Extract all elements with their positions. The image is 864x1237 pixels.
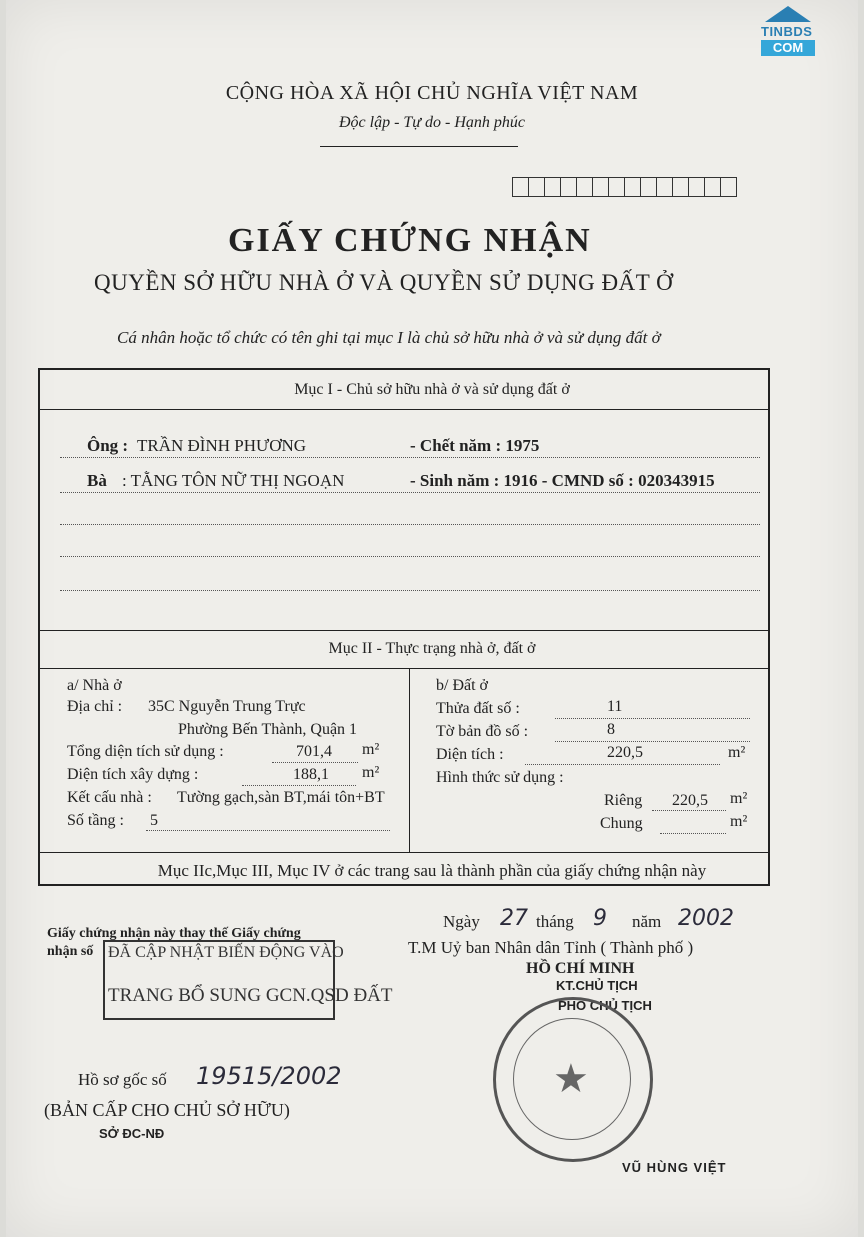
dtxd-label: Diện tích xây dựng : (67, 766, 199, 783)
date-ngay-value: 27 (500, 906, 528, 931)
watermark-text-top: TINBDS (761, 24, 813, 39)
watermark-text-bottom: COM (761, 40, 815, 56)
nha-label: a/ Nhà ở (67, 677, 122, 694)
muc2-footer: Mục IIc,Mục III, Mục IV ở các trang sau là thành phần của giấy chứng nhận này (157, 861, 707, 880)
intro-text: Cá nhân hoặc tổ chức có tên ghi tại mục I là chủ sở hữu nhà ở và sử dụng đất ở (117, 328, 661, 347)
diachi-line2: Phường Bến Thành, Quận 1 (178, 721, 358, 738)
thua-label: Thửa đất số : (436, 700, 520, 717)
signer-name: VŨ HÙNG VIỆT (622, 1160, 727, 1175)
dt-unit: m² (728, 744, 746, 761)
owner1-prefix: Ông : (87, 436, 129, 455)
authority-city: HỒ CHÍ MINH (526, 960, 635, 977)
date-ngay-label: Ngày (443, 912, 480, 931)
stamp-line2: TRANG BỔ SUNG GCN.QSD ĐẤT (108, 985, 393, 1006)
to-value: 8 (607, 721, 615, 738)
rieng-label: Riêng (604, 792, 643, 809)
stamp-line1: ĐÃ CẬP NHẬT BIẾN ĐỘNG VÀO (108, 944, 344, 961)
dtxd-value: 188,1 (293, 766, 329, 783)
thua-value: 11 (607, 698, 623, 715)
dt-value: 220,5 (607, 744, 643, 761)
sotang-value: 5 (150, 812, 158, 829)
document-subtitle: QUYỀN SỞ HỮU NHÀ Ở VÀ QUYỀN SỬ DỤNG ĐẤT Ở (94, 270, 674, 295)
owner2-name: : TẰNG TÔN NỮ THỊ NGOẠN (122, 471, 345, 490)
hoso-label: Hồ sơ gốc số (78, 1070, 167, 1089)
replace-note-line2: nhận số (47, 944, 94, 959)
motto-underline (320, 146, 518, 147)
tongdt-label: Tổng diện tích sử dụng : (67, 743, 224, 760)
dat-label: b/ Đất ở (436, 677, 489, 694)
so-dc-nd: SỞ ĐC-NĐ (99, 1126, 165, 1141)
muc2-heading: Mục II - Thực trạng nhà ở, đất ở (328, 640, 536, 657)
nation-header: CỘNG HÒA XÃ HỘI CHỦ NGHĨA VIỆT NAM (225, 82, 639, 104)
serial-number-boxes (512, 177, 736, 197)
authority-pho: PHÓ CHỦ TỊCH (558, 998, 652, 1013)
muc1-heading: Mục I - Chủ sở hữu nhà ở và sử dụng đất ở (294, 381, 570, 398)
hinhthuc-label: Hình thức sử dụng : (436, 769, 564, 786)
sotang-label: Số tầng : (67, 812, 124, 829)
rieng-value: 220,5 (672, 792, 708, 809)
chung-unit: m² (730, 813, 748, 830)
tongdt-unit: m² (362, 741, 380, 758)
house-roof-icon (765, 6, 811, 22)
document-title: GIẤY CHỨNG NHẬN (228, 222, 592, 259)
dtxd-unit: m² (362, 764, 380, 781)
tinbds-watermark-logo (757, 6, 819, 62)
diachi-label: Địa chỉ : (67, 698, 123, 715)
rieng-unit: m² (730, 790, 748, 807)
replace-note-line1: Giấy chứng nhận này thay thế Giấy chứng (47, 926, 301, 941)
ban-cap-label: (BẢN CẤP CHO CHỦ SỞ HỮU) (44, 1100, 290, 1120)
ketcau-label: Kết cấu nhà : (67, 789, 152, 806)
owner2-info: - Sinh năm : 1916 - CMND số : 020343915 (410, 471, 715, 490)
motto: Độc lập - Tự do - Hạnh phúc (338, 114, 526, 131)
owner1-info: - Chết năm : 1975 (410, 436, 540, 455)
authority-line1: T.M Uỷ ban Nhân dân Tỉnh ( Thành phố ) (408, 938, 694, 957)
dt-label: Diện tích : (436, 746, 504, 763)
owner1-name: TRẦN ĐÌNH PHƯƠNG (137, 436, 307, 455)
date-nam-label: năm (632, 912, 662, 931)
date-thang-label: tháng (536, 912, 574, 931)
tongdt-value: 701,4 (296, 743, 332, 760)
authority-kt: KT.CHỦ TỊCH (556, 978, 638, 993)
hoso-value: 19515/2002 (196, 1062, 342, 1090)
ketcau-value: Tường gạch,sàn BT,mái tôn+BT (177, 789, 385, 806)
date-thang-value: 9 (593, 906, 607, 931)
diachi-line1: 35C Nguyễn Trung Trực (148, 698, 306, 715)
chung-label: Chung (600, 815, 643, 832)
to-label: Tờ bản đồ số : (436, 723, 529, 740)
date-nam-value: 2002 (678, 906, 734, 931)
owner2-prefix: Bà (87, 471, 107, 490)
seal-star-icon: ★ (553, 1056, 589, 1101)
